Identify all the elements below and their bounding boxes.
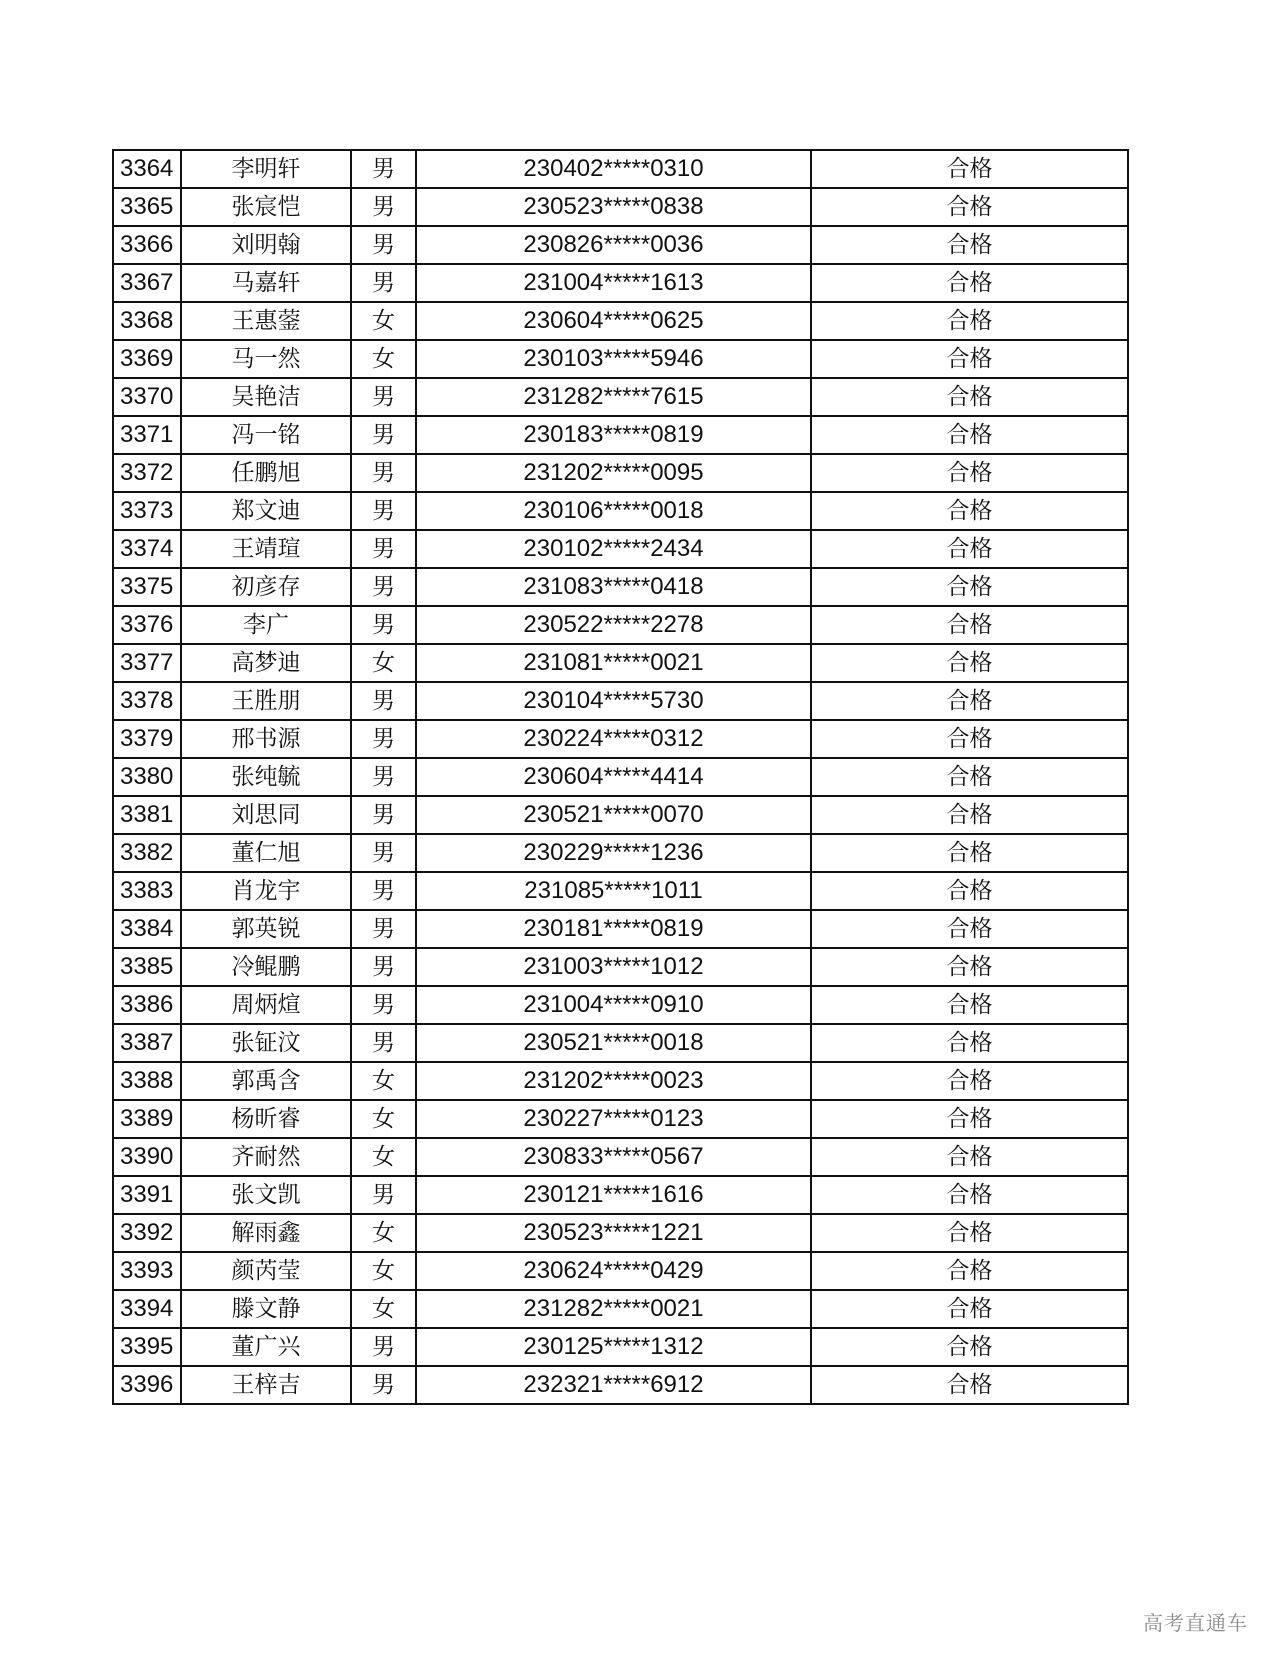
cell-id-number: 231004*****1613 bbox=[416, 264, 811, 302]
cell-name: 董广兴 bbox=[181, 1328, 351, 1366]
cell-name: 王梓吉 bbox=[181, 1366, 351, 1404]
cell-id-number: 230624*****0429 bbox=[416, 1252, 811, 1290]
cell-gender: 女 bbox=[351, 1252, 416, 1290]
cell-number: 3368 bbox=[113, 302, 181, 340]
cell-result: 合格 bbox=[811, 1100, 1128, 1138]
table-row bbox=[113, 150, 1128, 188]
cell-gender: 男 bbox=[351, 1024, 416, 1062]
cell-number: 3392 bbox=[113, 1214, 181, 1252]
cell-name: 张宸恺 bbox=[181, 188, 351, 226]
cell-number: 3366 bbox=[113, 226, 181, 264]
cell-result: 合格 bbox=[811, 986, 1128, 1024]
table-row bbox=[113, 986, 1128, 1024]
cell-gender: 男 bbox=[351, 1366, 416, 1404]
cell-name: 马一然 bbox=[181, 340, 351, 378]
cell-gender: 男 bbox=[351, 758, 416, 796]
table-row bbox=[113, 682, 1128, 720]
cell-name: 张纯毓 bbox=[181, 758, 351, 796]
cell-gender: 女 bbox=[351, 1100, 416, 1138]
cell-name: 颜芮莹 bbox=[181, 1252, 351, 1290]
cell-name: 任鹏旭 bbox=[181, 454, 351, 492]
table-row bbox=[113, 1176, 1128, 1214]
table-row bbox=[113, 1024, 1128, 1062]
results-table bbox=[112, 149, 1129, 1405]
cell-gender: 男 bbox=[351, 150, 416, 188]
cell-number: 3393 bbox=[113, 1252, 181, 1290]
cell-id-number: 231085*****1011 bbox=[416, 872, 811, 910]
cell-number: 3387 bbox=[113, 1024, 181, 1062]
table-row bbox=[113, 302, 1128, 340]
table-row bbox=[113, 644, 1128, 682]
cell-result: 合格 bbox=[811, 872, 1128, 910]
cell-name: 杨昕睿 bbox=[181, 1100, 351, 1138]
cell-result: 合格 bbox=[811, 1138, 1128, 1176]
cell-name: 冯一铭 bbox=[181, 416, 351, 454]
cell-number: 3391 bbox=[113, 1176, 181, 1214]
cell-id-number: 231282*****0021 bbox=[416, 1290, 811, 1328]
table-row bbox=[113, 568, 1128, 606]
cell-gender: 男 bbox=[351, 416, 416, 454]
table-row bbox=[113, 1214, 1128, 1252]
cell-result: 合格 bbox=[811, 1214, 1128, 1252]
cell-result: 合格 bbox=[811, 644, 1128, 682]
cell-gender: 男 bbox=[351, 910, 416, 948]
cell-id-number: 231282*****7615 bbox=[416, 378, 811, 416]
cell-result: 合格 bbox=[811, 682, 1128, 720]
table-row bbox=[113, 796, 1128, 834]
cell-name: 高梦迪 bbox=[181, 644, 351, 682]
cell-id-number: 232321*****6912 bbox=[416, 1366, 811, 1404]
cell-result: 合格 bbox=[811, 188, 1128, 226]
table-row bbox=[113, 834, 1128, 872]
cell-name: 郭禹含 bbox=[181, 1062, 351, 1100]
cell-gender: 男 bbox=[351, 720, 416, 758]
table-row bbox=[113, 416, 1128, 454]
cell-result: 合格 bbox=[811, 910, 1128, 948]
cell-number: 3372 bbox=[113, 454, 181, 492]
cell-id-number: 231083*****0418 bbox=[416, 568, 811, 606]
cell-id-number: 230604*****4414 bbox=[416, 758, 811, 796]
cell-id-number: 230521*****0018 bbox=[416, 1024, 811, 1062]
cell-name: 刘明翰 bbox=[181, 226, 351, 264]
cell-result: 合格 bbox=[811, 150, 1128, 188]
cell-result: 合格 bbox=[811, 1024, 1128, 1062]
cell-gender: 男 bbox=[351, 1176, 416, 1214]
cell-gender: 男 bbox=[351, 264, 416, 302]
cell-number: 3373 bbox=[113, 492, 181, 530]
cell-id-number: 230183*****0819 bbox=[416, 416, 811, 454]
cell-gender: 男 bbox=[351, 378, 416, 416]
cell-id-number: 231202*****0023 bbox=[416, 1062, 811, 1100]
cell-number: 3382 bbox=[113, 834, 181, 872]
cell-gender: 男 bbox=[351, 606, 416, 644]
cell-id-number: 230523*****0838 bbox=[416, 188, 811, 226]
cell-result: 合格 bbox=[811, 530, 1128, 568]
table-row bbox=[113, 264, 1128, 302]
cell-id-number: 230604*****0625 bbox=[416, 302, 811, 340]
cell-name: 王胜朋 bbox=[181, 682, 351, 720]
cell-id-number: 230121*****1616 bbox=[416, 1176, 811, 1214]
cell-gender: 女 bbox=[351, 302, 416, 340]
cell-gender: 男 bbox=[351, 530, 416, 568]
cell-gender: 女 bbox=[351, 644, 416, 682]
cell-result: 合格 bbox=[811, 720, 1128, 758]
cell-name: 马嘉轩 bbox=[181, 264, 351, 302]
cell-gender: 女 bbox=[351, 340, 416, 378]
cell-id-number: 230103*****5946 bbox=[416, 340, 811, 378]
cell-id-number: 230826*****0036 bbox=[416, 226, 811, 264]
cell-id-number: 230224*****0312 bbox=[416, 720, 811, 758]
cell-id-number: 231004*****0910 bbox=[416, 986, 811, 1024]
cell-id-number: 231081*****0021 bbox=[416, 644, 811, 682]
table-row bbox=[113, 1138, 1128, 1176]
cell-id-number: 231003*****1012 bbox=[416, 948, 811, 986]
cell-name: 张文凯 bbox=[181, 1176, 351, 1214]
cell-id-number: 230106*****0018 bbox=[416, 492, 811, 530]
cell-number: 3374 bbox=[113, 530, 181, 568]
cell-gender: 男 bbox=[351, 568, 416, 606]
cell-name: 郭英锐 bbox=[181, 910, 351, 948]
cell-gender: 男 bbox=[351, 682, 416, 720]
cell-number: 3376 bbox=[113, 606, 181, 644]
cell-result: 合格 bbox=[811, 416, 1128, 454]
cell-name: 齐耐然 bbox=[181, 1138, 351, 1176]
cell-result: 合格 bbox=[811, 1176, 1128, 1214]
cell-id-number: 230125*****1312 bbox=[416, 1328, 811, 1366]
cell-id-number: 230181*****0819 bbox=[416, 910, 811, 948]
cell-gender: 男 bbox=[351, 796, 416, 834]
cell-name: 董仁旭 bbox=[181, 834, 351, 872]
results-table-body bbox=[113, 150, 1128, 1404]
cell-name: 王靖瑄 bbox=[181, 530, 351, 568]
cell-result: 合格 bbox=[811, 302, 1128, 340]
table-row bbox=[113, 1366, 1128, 1404]
cell-number: 3384 bbox=[113, 910, 181, 948]
cell-number: 3378 bbox=[113, 682, 181, 720]
table-row bbox=[113, 378, 1128, 416]
cell-result: 合格 bbox=[811, 454, 1128, 492]
cell-name: 肖龙宇 bbox=[181, 872, 351, 910]
table-row bbox=[113, 226, 1128, 264]
cell-id-number: 230402*****0310 bbox=[416, 150, 811, 188]
cell-name: 王惠蓥 bbox=[181, 302, 351, 340]
cell-gender: 男 bbox=[351, 492, 416, 530]
cell-result: 合格 bbox=[811, 1366, 1128, 1404]
cell-name: 吴艳洁 bbox=[181, 378, 351, 416]
cell-result: 合格 bbox=[811, 1252, 1128, 1290]
table-row bbox=[113, 340, 1128, 378]
table-row bbox=[113, 910, 1128, 948]
cell-result: 合格 bbox=[811, 340, 1128, 378]
cell-gender: 女 bbox=[351, 1138, 416, 1176]
cell-gender: 女 bbox=[351, 1062, 416, 1100]
cell-number: 3370 bbox=[113, 378, 181, 416]
cell-number: 3385 bbox=[113, 948, 181, 986]
cell-id-number: 230102*****2434 bbox=[416, 530, 811, 568]
cell-number: 3379 bbox=[113, 720, 181, 758]
cell-id-number: 230227*****0123 bbox=[416, 1100, 811, 1138]
cell-number: 3383 bbox=[113, 872, 181, 910]
table-row bbox=[113, 1328, 1128, 1366]
cell-id-number: 230521*****0070 bbox=[416, 796, 811, 834]
table-row bbox=[113, 872, 1128, 910]
cell-name: 刘思同 bbox=[181, 796, 351, 834]
cell-id-number: 230523*****1221 bbox=[416, 1214, 811, 1252]
table-row bbox=[113, 530, 1128, 568]
cell-number: 3386 bbox=[113, 986, 181, 1024]
cell-id-number: 230833*****0567 bbox=[416, 1138, 811, 1176]
cell-result: 合格 bbox=[811, 948, 1128, 986]
cell-name: 周炳煊 bbox=[181, 986, 351, 1024]
cell-number: 3369 bbox=[113, 340, 181, 378]
table-row bbox=[113, 720, 1128, 758]
cell-number: 3381 bbox=[113, 796, 181, 834]
cell-gender: 男 bbox=[351, 226, 416, 264]
table-row bbox=[113, 1062, 1128, 1100]
cell-id-number: 230229*****1236 bbox=[416, 834, 811, 872]
cell-number: 3380 bbox=[113, 758, 181, 796]
cell-number: 3390 bbox=[113, 1138, 181, 1176]
cell-gender: 男 bbox=[351, 188, 416, 226]
cell-result: 合格 bbox=[811, 796, 1128, 834]
cell-name: 李广 bbox=[181, 606, 351, 644]
cell-number: 3388 bbox=[113, 1062, 181, 1100]
cell-number: 3365 bbox=[113, 188, 181, 226]
cell-name: 邢书源 bbox=[181, 720, 351, 758]
cell-id-number: 231202*****0095 bbox=[416, 454, 811, 492]
cell-result: 合格 bbox=[811, 378, 1128, 416]
cell-name: 张钲汶 bbox=[181, 1024, 351, 1062]
table-row bbox=[113, 454, 1128, 492]
table-row bbox=[113, 492, 1128, 530]
table-row bbox=[113, 948, 1128, 986]
cell-name: 解雨鑫 bbox=[181, 1214, 351, 1252]
cell-result: 合格 bbox=[811, 834, 1128, 872]
cell-gender: 男 bbox=[351, 948, 416, 986]
cell-gender: 男 bbox=[351, 454, 416, 492]
table-row bbox=[113, 188, 1128, 226]
cell-number: 3395 bbox=[113, 1328, 181, 1366]
cell-result: 合格 bbox=[811, 1328, 1128, 1366]
cell-name: 冷鲲鹏 bbox=[181, 948, 351, 986]
cell-result: 合格 bbox=[811, 606, 1128, 644]
cell-id-number: 230522*****2278 bbox=[416, 606, 811, 644]
cell-result: 合格 bbox=[811, 264, 1128, 302]
cell-name: 滕文静 bbox=[181, 1290, 351, 1328]
cell-number: 3367 bbox=[113, 264, 181, 302]
cell-name: 初彦存 bbox=[181, 568, 351, 606]
table-row bbox=[113, 1252, 1128, 1290]
cell-number: 3364 bbox=[113, 150, 181, 188]
cell-name: 郑文迪 bbox=[181, 492, 351, 530]
cell-gender: 女 bbox=[351, 1290, 416, 1328]
cell-result: 合格 bbox=[811, 758, 1128, 796]
cell-gender: 男 bbox=[351, 834, 416, 872]
cell-number: 3394 bbox=[113, 1290, 181, 1328]
table-row bbox=[113, 758, 1128, 796]
table-row bbox=[113, 1100, 1128, 1138]
cell-number: 3396 bbox=[113, 1366, 181, 1404]
cell-gender: 男 bbox=[351, 986, 416, 1024]
cell-number: 3371 bbox=[113, 416, 181, 454]
cell-number: 3377 bbox=[113, 644, 181, 682]
cell-gender: 男 bbox=[351, 1328, 416, 1366]
cell-id-number: 230104*****5730 bbox=[416, 682, 811, 720]
table-row bbox=[113, 1290, 1128, 1328]
cell-number: 3389 bbox=[113, 1100, 181, 1138]
cell-number: 3375 bbox=[113, 568, 181, 606]
cell-result: 合格 bbox=[811, 492, 1128, 530]
cell-result: 合格 bbox=[811, 1062, 1128, 1100]
cell-name: 李明轩 bbox=[181, 150, 351, 188]
cell-gender: 男 bbox=[351, 872, 416, 910]
watermark-text: 高考直通车 bbox=[1143, 1611, 1248, 1635]
cell-result: 合格 bbox=[811, 568, 1128, 606]
cell-result: 合格 bbox=[811, 1290, 1128, 1328]
cell-result: 合格 bbox=[811, 226, 1128, 264]
table-row bbox=[113, 606, 1128, 644]
cell-gender: 女 bbox=[351, 1214, 416, 1252]
